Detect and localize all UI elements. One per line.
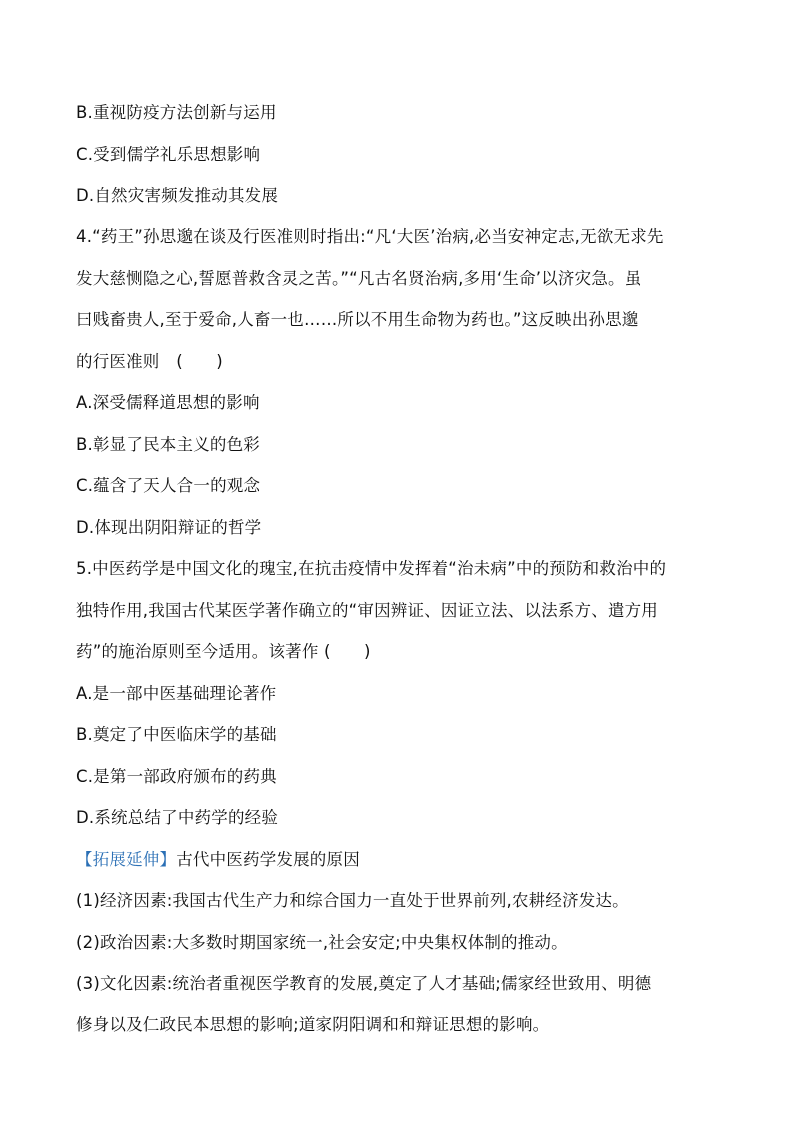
question-4-line-3: 曰贱畜贵人,至于爱命,人畜一也……所以不用生命物为药也。”这反映出孙思邈 bbox=[76, 310, 639, 330]
extension-item-2: (2)政治因素:大多数时期国家统一,社会安定;中央集权体制的推动。 bbox=[76, 932, 568, 952]
extension-item-3-line-2: 修身以及仁政民本思想的影响;道家阴阳调和和辩证思想的影响。 bbox=[76, 1015, 550, 1035]
q5-option-a: A.是一部中医基础理论著作 bbox=[76, 683, 277, 703]
question-5-line-2: 独特作用,我国古代某医学著作确立的“审因辨证、因证立法、以法系方、遣方用 bbox=[76, 600, 658, 620]
q5-option-c: C.是第一部政府颁布的药典 bbox=[76, 766, 277, 786]
q5-option-d: D.系统总结了中药学的经验 bbox=[76, 808, 279, 828]
q3-option-c: C.受到儒学礼乐思想影响 bbox=[76, 144, 261, 164]
question-4-stem bbox=[76, 216, 718, 382]
extension-bracket-title: 【拓展延伸】 bbox=[76, 849, 177, 869]
extension-item-3 bbox=[76, 963, 718, 1046]
question-5-stem bbox=[76, 548, 718, 673]
q4-option-b: B.彰显了民本主义的色彩 bbox=[76, 434, 260, 454]
question-4-line-2: 发大慈恻隐之心,誓愿普救含灵之苦。”“凡古名贤治病,多用‘生命’以济灾急。虽 bbox=[76, 268, 642, 288]
q4-option-d: D.体现出阴阳辩证的哲学 bbox=[76, 517, 262, 537]
q3-option-d: D.自然灾害频发推动其发展 bbox=[76, 186, 279, 205]
question-4-line-4: 的行医准则 ( ) bbox=[76, 351, 223, 371]
extension-item-1: (1)经济因素:我国古代生产力和综合国力一直处于世界前列,农耕经济发达。 bbox=[76, 891, 629, 911]
extension-heading bbox=[76, 847, 718, 872]
q3-option-b: B.重视防疫方法创新与运用 bbox=[76, 103, 277, 122]
q4-option-c: C.蕴含了天人合一的观念 bbox=[76, 476, 261, 496]
document-content bbox=[76, 100, 718, 1054]
question-5-line-3: 药”的施治原则至今适用。该著作 ( ) bbox=[76, 642, 371, 662]
question-5-line-1: 5.中医药学是中国文化的瑰宝,在抗击疫情中发挥着“治未病”中的预防和救治中的 bbox=[76, 559, 667, 579]
q5-option-b: B.奠定了中医临床学的基础 bbox=[76, 725, 277, 745]
extension-heading-text: 古代中医药学发展的原因 bbox=[176, 849, 360, 869]
extension-item-3-line-1: (3)文化因素:统治者重视医学教育的发展,奠定了人才基础;儒家经世致用、明德 bbox=[76, 973, 652, 993]
question-4-line-1: 4.“药王”孙思邈在谈及行医准则时指出:“凡‘大医’治病,必当安神定志,无欲无求先 bbox=[76, 227, 664, 247]
q4-option-a: A.深受儒释道思想的影响 bbox=[76, 393, 260, 413]
